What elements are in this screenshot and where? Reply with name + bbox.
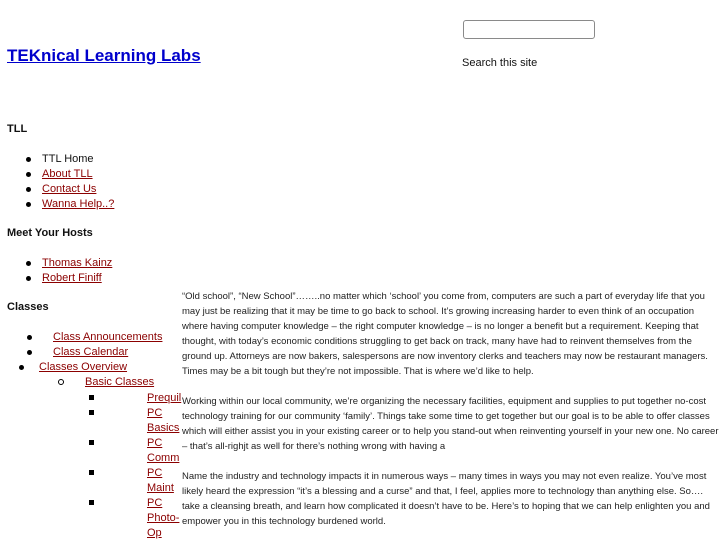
square-bullet-icon <box>89 395 94 400</box>
industry-paragraph: Name the industry and technology impacts it in numerous ways – many times in ways you may not even realize. You’ve most likely heard the expression “it’s a blessing and a curse” and that, I feel, applies more to technology than anything else. So…. take a cleansing breath, and learn how complicated it doesn’t have to be. Here’s to hoping that we can help enlighten you and empower you in this technology burdened world. <box>182 471 710 527</box>
square-bullet-icon <box>89 500 94 505</box>
bullet-icon <box>26 202 31 207</box>
search-label: Search this site <box>462 57 538 69</box>
sidebar-item-robert-finiff[interactable]: Robert Finiff <box>42 272 102 284</box>
site-title <box>7 46 201 66</box>
sidebar-item-pc-comm[interactable]: PC Comm <box>147 437 180 464</box>
square-bullet-icon <box>89 440 94 445</box>
circle-bullet-icon <box>58 379 64 385</box>
sidebar-heading-tll: TLL <box>7 123 28 135</box>
bullet-icon <box>27 335 32 340</box>
sidebar-item-contact-us[interactable]: Contact Us <box>42 183 97 195</box>
search-input[interactable] <box>463 20 595 39</box>
sidebar-heading-hosts: Meet Your Hosts <box>7 227 93 239</box>
bullet-icon <box>26 261 31 266</box>
bullet-icon <box>27 350 32 355</box>
bullet-icon <box>26 157 31 162</box>
sidebar-item-class-calendar[interactable]: Class Calendar <box>53 346 129 358</box>
sidebar-item-wanna-help[interactable]: Wanna Help..? <box>42 198 115 210</box>
sidebar-item-thomas-kainz[interactable]: Thomas Kainz <box>42 257 113 269</box>
sidebar-heading-classes: Classes <box>7 301 49 313</box>
sub-class-list <box>147 391 182 541</box>
bullet-icon <box>26 187 31 192</box>
sidebar-item-pc-maint[interactable]: PC Maint <box>147 467 174 494</box>
square-bullet-icon <box>89 470 94 475</box>
community-paragraph: Working within our local community, we’re organizing the necessary facilities, equipment and supplies to put together no-cost technology training for our community ‘family’. Things take some time to get together but our goal is to be able to offer classes which will either assist you in your existing career or to help you stand-out when reinventing yourself in your new one. No career – that’s all-righjt as well for there’s nothing wrong with having a <box>182 396 719 452</box>
site-title-link[interactable]: TEKnical Learning Labs <box>7 46 201 65</box>
sidebar-item-ttl-home[interactable]: TTL Home <box>42 153 94 165</box>
bullet-icon <box>26 172 31 177</box>
sidebar-item-about-tll[interactable]: About TLL <box>42 168 93 180</box>
square-bullet-icon <box>89 410 94 415</box>
sidebar-item-pc-basics[interactable]: PC Basics <box>147 407 180 434</box>
sidebar-item-classes-overview[interactable]: Classes Overview <box>39 361 128 373</box>
main-content <box>182 289 722 544</box>
sidebar-item-pc-photo-op[interactable]: PC Photo-Op <box>147 497 180 539</box>
bullet-icon <box>19 365 24 370</box>
bullet-icon <box>26 276 31 281</box>
sidebar-item-prequil[interactable]: Prequil <box>147 392 182 404</box>
intro-paragraph: “Old school”, “New School”……..no matter which ‘school’ you come from, computers are such a part of everyday life that you may just be realizing that it may be time to go back to school. It’s growing increasing harder to even think of an occupation where having computer knowledge – the right computer knowledge – is no longer a benefit but a requirement. Keeping that thought, with today’s economic conditions struggling to get back on track, many have had to reinvent themselves from the ground up. Attorneys are now bakers, salespersons are now inventory clerks and teachers may now be restaurant managers. Times may be a bit tough but they’re not impossible. That is where we’d like to help. <box>182 291 708 377</box>
sidebar-item-basic-classes[interactable]: Basic Classes <box>85 376 155 388</box>
sidebar-item-class-announcements[interactable]: Class Announcements <box>53 331 163 343</box>
